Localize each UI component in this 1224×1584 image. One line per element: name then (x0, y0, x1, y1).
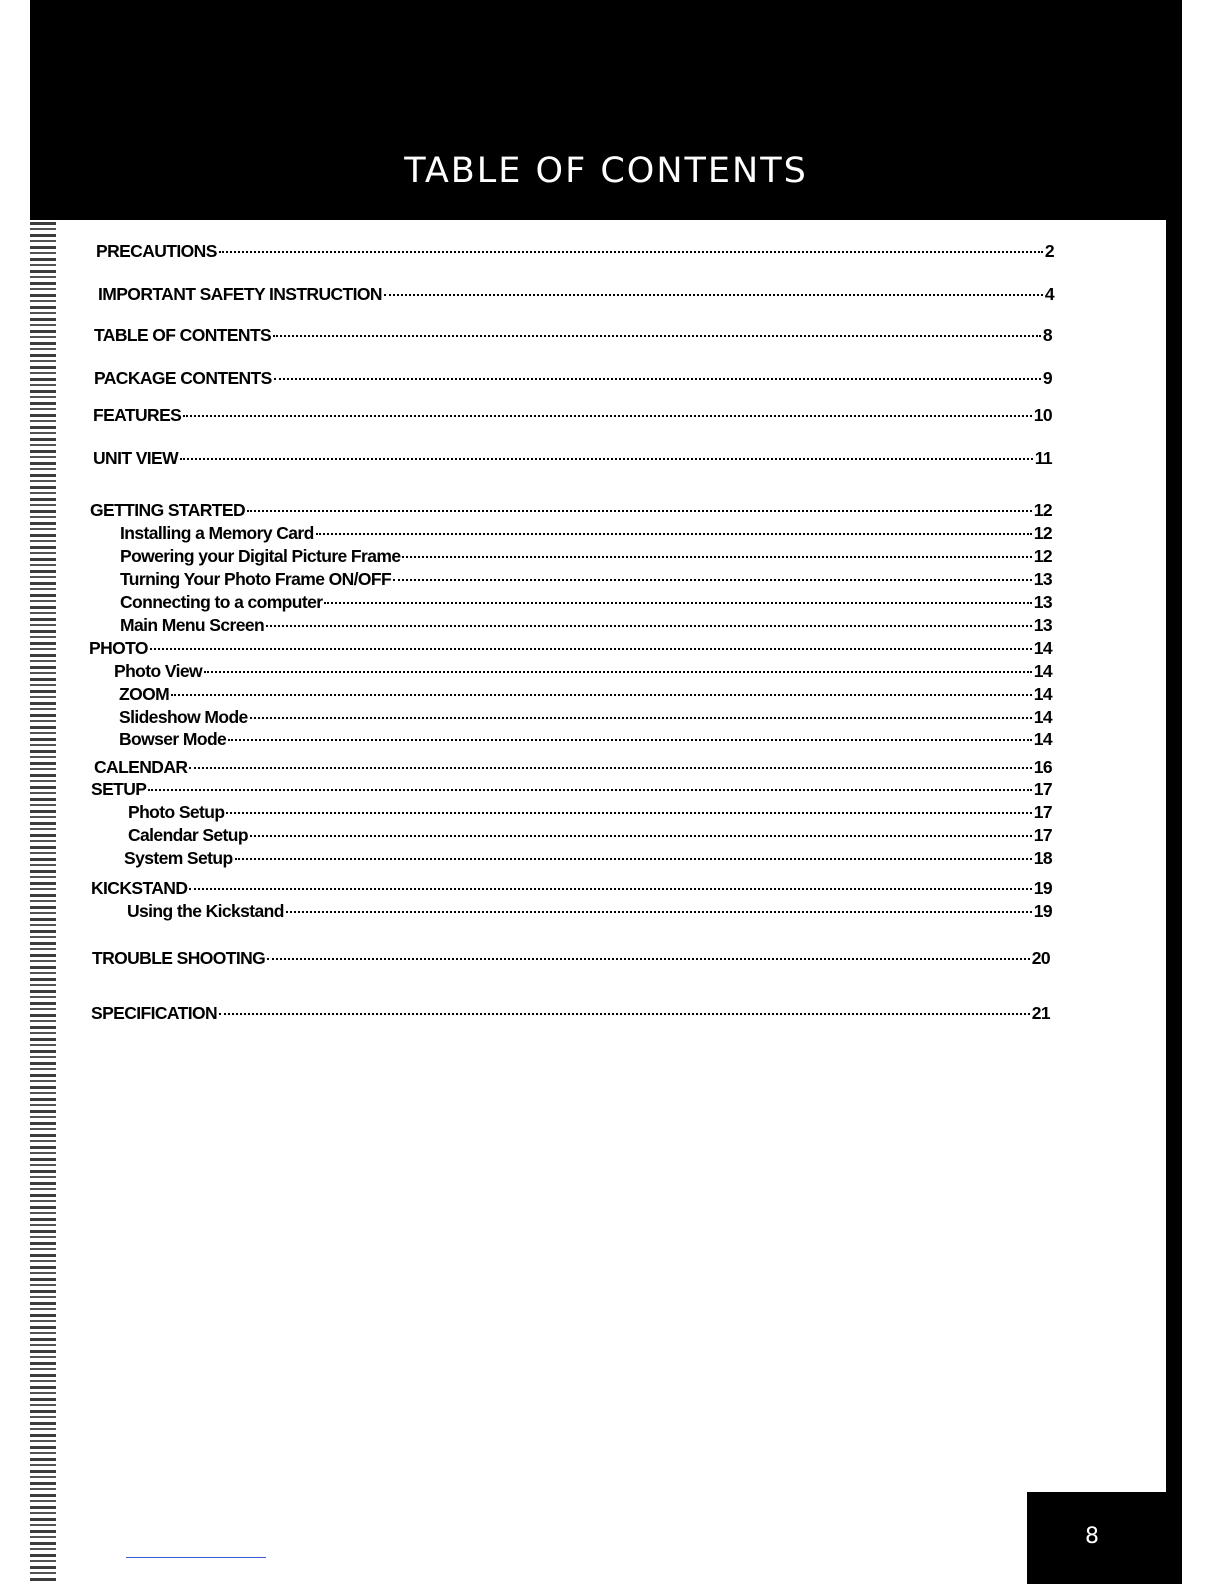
toc-entry-page: 4 (1044, 284, 1054, 304)
toc-entry (120, 614, 1052, 636)
toc-entry (98, 283, 1054, 305)
toc-entry (119, 728, 1052, 750)
toc-entry-label: Bowser Mode (119, 729, 227, 749)
toc-entry (124, 847, 1052, 869)
toc-entry-page: 18 (1033, 848, 1052, 868)
toc-entry-label: Installing a Memory Card (120, 523, 314, 543)
dot-leader (148, 789, 1031, 791)
toc-entry (120, 568, 1052, 590)
toc-entry-page: 12 (1033, 500, 1052, 520)
dot-leader (226, 812, 1031, 814)
toc-entry-page: 12 (1033, 546, 1052, 566)
toc-entry (96, 240, 1054, 262)
toc-entry (120, 545, 1052, 567)
toc-entry-page: 13 (1033, 615, 1052, 635)
toc-entry-page: 16 (1033, 757, 1052, 777)
toc-entry-page: 13 (1033, 569, 1052, 589)
toc-entry-page: 14 (1033, 638, 1052, 658)
toc-entry (91, 877, 1052, 899)
toc-entry-page: 10 (1033, 405, 1052, 425)
toc-entry-label: Powering your Digital Picture Frame (120, 546, 401, 566)
toc-entry-label: UNIT VIEW (93, 448, 179, 468)
toc-entry (119, 706, 1052, 728)
toc-entry (120, 591, 1052, 613)
dot-leader (393, 579, 1032, 581)
toc-entry (91, 778, 1052, 800)
dot-leader (384, 294, 1043, 296)
dot-leader (267, 958, 1030, 960)
toc-entry-page: 2 (1044, 241, 1054, 261)
toc-entry-label: PACKAGE CONTENTS (94, 368, 272, 388)
toc-entry-page: 11 (1034, 448, 1052, 468)
dot-leader (402, 556, 1031, 558)
dot-leader (171, 694, 1032, 696)
toc-entry-label: TABLE OF CONTENTS (94, 325, 272, 345)
toc-entry-page: 17 (1033, 779, 1052, 799)
toc-entry-page: 19 (1033, 878, 1052, 898)
toc-entry-label: Main Menu Screen (120, 615, 265, 635)
toc-entry-label: Connecting to a computer (120, 592, 323, 612)
dot-leader (273, 335, 1041, 337)
dot-leader (250, 835, 1032, 837)
toc-entry (128, 824, 1052, 846)
toc-entry (92, 947, 1050, 969)
toc-entry (89, 637, 1052, 659)
toc-entry (114, 660, 1052, 682)
toc-entry-page: 9 (1042, 368, 1052, 388)
dot-leader (235, 858, 1032, 860)
dot-leader (250, 717, 1032, 719)
toc-entry-label: Photo View (114, 661, 202, 681)
toc-entry-page: 14 (1033, 661, 1052, 681)
toc-entry-label: Photo Setup (128, 802, 225, 822)
toc-entry (91, 1002, 1050, 1024)
toc-entry (120, 522, 1052, 544)
toc-entry-label: KICKSTAND (91, 878, 188, 898)
scan-line-artifact (126, 1557, 266, 1558)
dot-leader (189, 767, 1031, 769)
dot-leader (316, 533, 1032, 535)
toc-entry-label: TROUBLE SHOOTING (92, 948, 266, 968)
dot-leader (204, 671, 1032, 673)
toc-entry-label: IMPORTANT SAFETY INSTRUCTION (98, 284, 382, 304)
toc-entry-page: 8 (1042, 325, 1052, 345)
toc-entry-page: 14 (1033, 729, 1052, 749)
toc-entry-label: Slideshow Mode (119, 707, 248, 727)
toc-entry-page: 17 (1033, 825, 1052, 845)
toc-entry (94, 367, 1052, 389)
page-number: 8 (1085, 1524, 1099, 1549)
dot-leader (228, 739, 1032, 741)
toc-entry-page: 21 (1031, 1003, 1050, 1023)
dot-leader (286, 911, 1032, 913)
toc-entry-page: 14 (1033, 707, 1052, 727)
toc-entry-label: FEATURES (93, 405, 182, 425)
toc-entry-page: 20 (1031, 948, 1050, 968)
toc-entry-label: ZOOM (119, 684, 170, 704)
toc-entry (93, 447, 1052, 469)
toc-entry (94, 324, 1052, 346)
dot-leader (219, 1013, 1030, 1015)
dot-leader (183, 415, 1032, 417)
dot-leader (274, 378, 1041, 380)
toc-entry-page: 12 (1033, 523, 1052, 543)
toc-entry-label: PHOTO (89, 638, 148, 658)
toc-entry-page: 17 (1033, 802, 1052, 822)
toc-entry (93, 404, 1052, 426)
toc-entry-label: Using the Kickstand (127, 901, 284, 921)
toc-entry (94, 756, 1052, 778)
toc-entry (90, 499, 1052, 521)
dot-leader (247, 510, 1032, 512)
toc-entry-label: PRECAUTIONS (96, 241, 217, 261)
toc-entry-label: SPECIFICATION (91, 1003, 218, 1023)
toc-entry-label: CALENDAR (94, 757, 188, 777)
dot-leader (219, 251, 1043, 253)
dot-leader (189, 888, 1031, 890)
toc-entry (127, 900, 1052, 922)
toc-entry (128, 801, 1052, 823)
toc-entry-label: SETUP (91, 779, 147, 799)
dot-leader (180, 458, 1033, 460)
dot-leader (266, 625, 1032, 627)
toc-entry-page: 14 (1033, 684, 1052, 704)
dot-leader (150, 648, 1032, 650)
toc-entry-label: Turning Your Photo Frame ON/OFF (120, 569, 392, 589)
toc-entry-label: Calendar Setup (128, 825, 248, 845)
toc-entry-page: 19 (1033, 901, 1052, 921)
dot-leader (324, 602, 1031, 604)
toc-entry (119, 683, 1052, 705)
toc-entry-label: System Setup (124, 848, 233, 868)
toc-entry-label: GETTING STARTED (90, 500, 245, 520)
page-title: TABLE OF CONTENTS (404, 151, 808, 192)
toc-entry-page: 13 (1033, 592, 1052, 612)
